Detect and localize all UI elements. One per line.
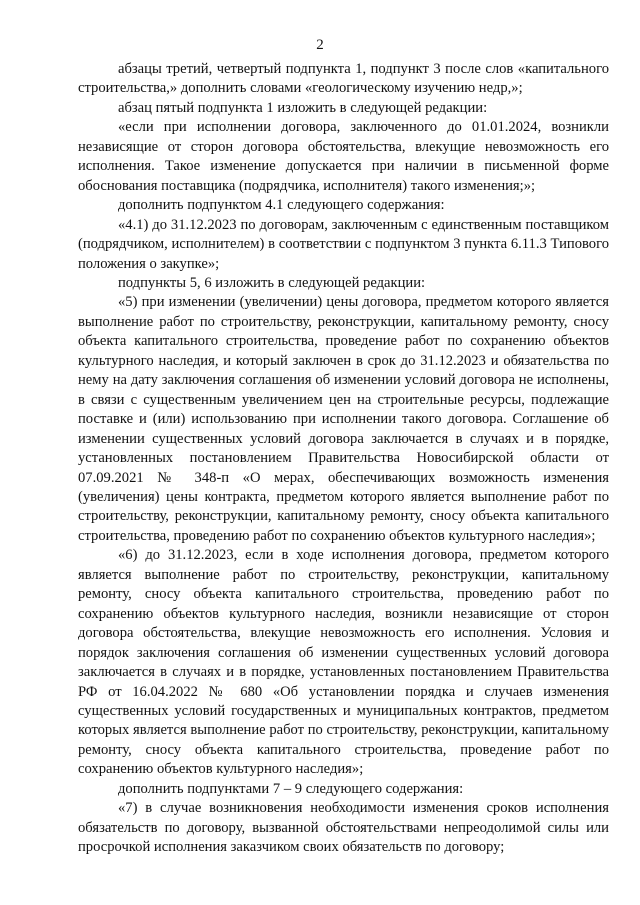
paragraph: абзац пятый подпункта 1 изложить в следующей редакции: (118, 99, 488, 116)
paragraph: «7) в случае возникновения необходимости изменения сроков исполнения обязательств по договору, вызванной обстоятельствами непреодолимой силы или просрочкой исполнения заказчиком своих обязательств по договору; (78, 800, 609, 856)
paragraph: абзацы третий, четвертый подпункта 1, подпункт 3 после слов «капитального строительства,» дополнить словами «геологическому изучению недр,»; (78, 61, 609, 97)
paragraph: «5) при изменении (увеличении) цены договора, предметом которого является выполнение работ по строительству, реконструкции, капитальному ремонту, сносу объекта капитального строительства, проведение работ по сохранению объектов культурного наследия, и который заключен в срок до 31.12.2023 и обязательства по нему на дату заключения соглашения об изменении условий договора не исполнены, в связи с существенным увеличением цен на строительные ресурсы, подлежащие поставке и (или) использованию при исполнении такого договора. Соглашение об изменении существенных условий договора заключается в случаях и в порядке, установленных постановлением Правительства Новосибирской области от 07.09.2021 № 348-п «О мерах, обеспечивающих возможность изменения (увеличения) цены контракта, предметом которого является выполнение работ по строительству, реконструкции, капитальному ремонту, сносу объекта капитального строительства, проведению работ по сохранению объектов культурного наследия»; (78, 294, 609, 544)
paragraph: дополнить подпунктом 4.1 следующего содержания: (118, 197, 445, 214)
paragraph: «если при исполнении договора, заключенного до 01.01.2024, возникли независящие от сторон договора обстоятельства, влекущие невозможность его исполнения. Такое изменение допускается при наличии в письменной форме обоснования поставщика (подрядчика, исполнителя) такого изменения;»; (78, 119, 609, 194)
document-body (78, 60, 609, 858)
paragraph: дополнить подпунктами 7 – 9 следующего содержания: (118, 780, 464, 797)
paragraph: «4.1) до 31.12.2023 по договорам, заключенным с единственным поставщиком (подрядчиком, исполнителем) в соответствии с подпунктом 3 пункта 6.11.3 Типового положения о закупке»; (78, 216, 609, 272)
page-number: 2 (316, 37, 324, 53)
paragraph: подпункты 5, 6 изложить в следующей редакции: (118, 274, 426, 291)
paragraph: «6) до 31.12.2023, если в ходе исполнения договора, предметом которого является выполнение работ по строительству, реконструкции, капитальному ремонту, сносу объекта капитального строительства, проведению работ по сохранению объектов культурного наследия, возникли независящие от сторон договора обстоятельства, влекущие невозможность его исполнения. Условия и порядок заключения соглашения об изменении существенных условий договора заключается в случаях и в порядке, установленных постановлением Правительства РФ от 16.04.2022 № 680 «Об установлении порядка и случаев изменения существенных условий государственных и муниципальных контрактов, предметом которых является выполнение работ по строительству, реконструкции, капитальному ремонту, сносу объекта капитального строительства, проведение работ по сохранению объектов культурного наследия»; (78, 547, 609, 778)
